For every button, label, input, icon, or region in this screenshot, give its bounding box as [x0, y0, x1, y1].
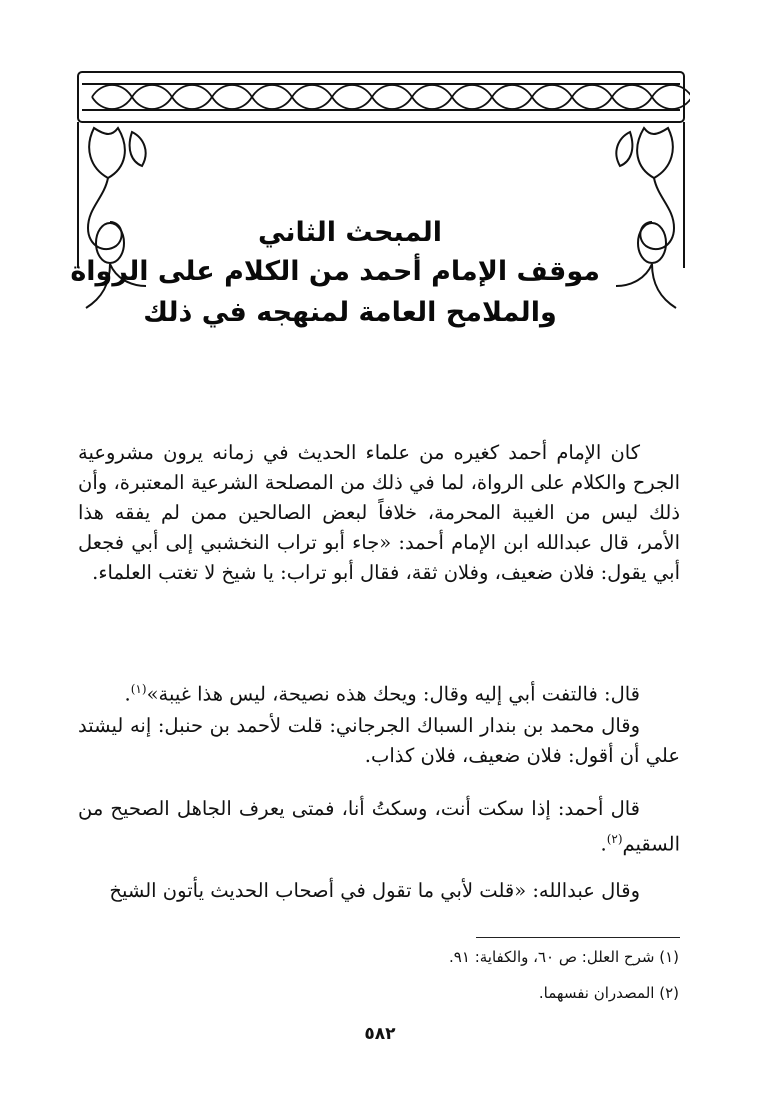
paragraph-4: قال أحمد: إذا سكت أنت، وسكتُ أنا، فمتى يعرف الجاهل الصحيح من السقيم$^{(٢)}$.	[78, 797, 680, 856]
footnote-divider	[476, 937, 680, 938]
paragraph-2-text: قال: فالتفت أبي إليه وقال: ويحك هذه نصيحة، ليس هذا غيبة»	[146, 682, 640, 706]
section-subtitle-line-1: موقف الإمام أحمد من الكلام على الرواة	[70, 256, 600, 287]
footnote-2: (٢) المصدران نفسهما.	[538, 984, 679, 1002]
paragraph-1: كان الإمام أحمد كغيره من علماء الحديث في زمانه يرون مشروعية الجرح والكلام على الرواة، لما في ذلك من المصلحة الشرعية المعتبرة، وأن ذلك ليس من الغيبة المحرمة، خلافاً لبعض الصالحين ممن لم يفقه هذا الأمر، قال عبدالله ابن الإمام أحمد: «جاء أبو تراب النخشبي إلى أبي فجعل أبي يقول: فلان ضعيف، وفلان ثقة، فقال أبو تراب: يا شيخ لا تغتب العلماء.	[78, 441, 680, 584]
footnote-ref-1: (١)	[130, 682, 147, 696]
footnote-1: (١) شرح العلل: ص ٦٠، والكفاية: ٩١.	[449, 948, 679, 966]
section-title: المبحث الثاني	[258, 217, 442, 248]
section-subtitle-line-2: والملامح العامة لمنهجه في ذلك	[143, 297, 557, 328]
paragraph-3: وقال محمد بن بندار السباك الجرجاني: قلت لأحمد بن حنبل: إنه ليشتد علي أن أقول: فلان ضعيف، فلان كذاب.	[78, 714, 680, 767]
footnote-ref-2: (٢)	[606, 832, 623, 846]
paragraph-5: وقال عبدالله: «قلت لأبي ما تقول في أصحاب الحديث يأتون الشيخ	[109, 879, 640, 902]
page-number: ٥٨٢	[364, 1024, 396, 1044]
paragraph-4-text: قال أحمد: إذا سكت أنت، وسكتُ أنا، فمتى يعرف الجاهل الصحيح من السقيم	[78, 797, 680, 856]
paragraph-2: قال: فالتفت أبي إليه وقال: ويحك هذه نصيحة، ليس هذا غيبة»$^{(١)}$.	[124, 682, 640, 706]
